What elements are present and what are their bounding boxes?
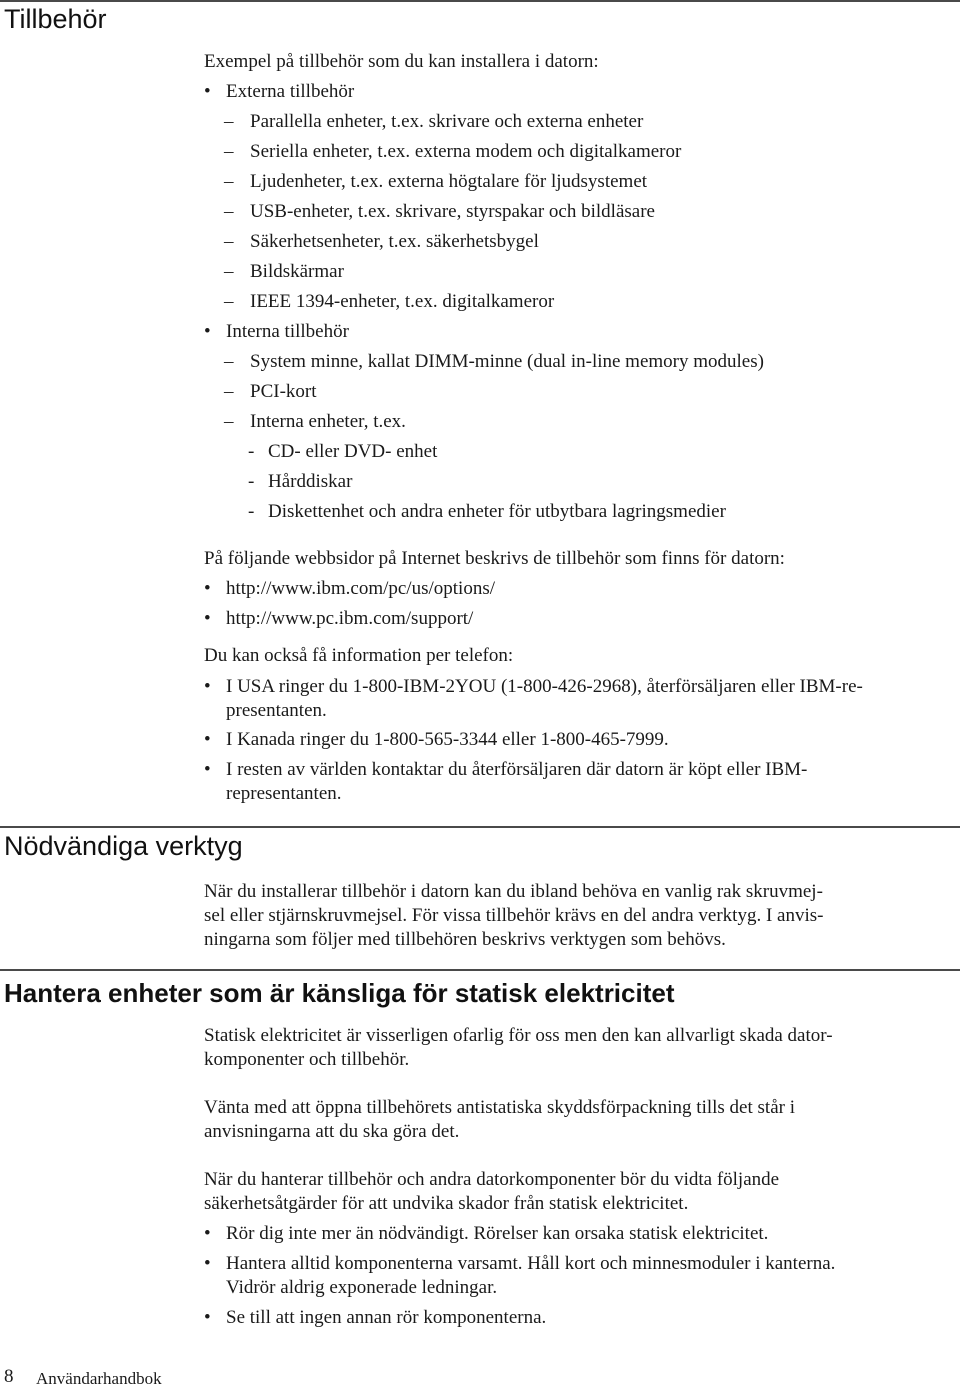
book-title: Användarhandbok	[36, 1369, 162, 1388]
dash-glyph: –	[224, 171, 234, 192]
section-title-verktyg: Nödvändiga verktyg	[4, 831, 243, 861]
static-bullet-line1: Se till att ingen annan rör komponenterna.	[226, 1307, 547, 1328]
static-p2-line: Vänta med att öppna tillbehörets antistatiska skyddsförpackning tills det står i	[204, 1097, 795, 1118]
phone-item-line2: presentanten.	[226, 700, 327, 721]
hyphen-glyph: -	[248, 501, 255, 522]
intro-text: Exempel på tillbehör som du kan installera i datorn:	[204, 51, 599, 72]
static-p1-line: komponenter och tillbehör.	[204, 1049, 410, 1070]
dash-glyph: –	[224, 291, 234, 312]
page-number: 8	[4, 1366, 14, 1387]
tools-line: sel eller stjärnskruvmejsel. För vissa tillbehör krävs en del andra verktyg. I anvis-	[204, 905, 824, 926]
static-p1-line: Statisk elektricitet är visserligen ofarlig för oss men den kan allvarligt skada dator-	[204, 1025, 833, 1046]
dash-glyph: –	[224, 411, 234, 432]
dash-text: Säkerhetsenheter, t.ex. säkerhetsbygel	[250, 231, 539, 252]
static-bullet-line1: Rör dig inte mer än nödvändigt. Rörelser kan orsaka statisk elektricitet.	[226, 1223, 769, 1244]
section-rule-static	[0, 969, 960, 971]
bullet-glyph: •	[204, 676, 211, 697]
section-title-static: Hantera enheter som är känsliga för statisk elektricitet	[4, 978, 675, 1008]
dash-glyph: –	[224, 261, 234, 282]
dash-text: Parallella enheter, t.ex. skrivare och externa enheter	[250, 111, 644, 132]
section-title-tillbehor: Tillbehör	[4, 4, 107, 34]
link[interactable]: http://www.pc.ibm.com/support/	[226, 608, 474, 629]
bullet-glyph: •	[204, 1307, 211, 1328]
phone-item-line1: I USA ringer du 1-800-IBM-2YOU (1-800-426-2968), återförsäljaren eller IBM-re-	[226, 676, 863, 697]
dash-glyph: –	[224, 201, 234, 222]
subitem-text: Hårddiskar	[268, 471, 353, 492]
bullet-glyph: •	[204, 578, 211, 599]
dash-text: Interna enheter, t.ex.	[250, 411, 406, 432]
dash-glyph: –	[224, 381, 234, 402]
bullet-glyph: •	[204, 321, 211, 342]
static-p3-line: När du hanterar tillbehör och andra datorkomponenter bör du vidta följande	[204, 1169, 780, 1190]
bullet-glyph: •	[204, 729, 211, 750]
dash-glyph: –	[224, 111, 234, 132]
static-p3-line: säkerhetsåtgärder för att undvika skador från statisk elektricitet.	[204, 1193, 689, 1214]
dash-text: Seriella enheter, t.ex. externa modem och digitalkameror	[250, 141, 682, 162]
tools-line: ningarna som följer med tillbehören beskrivs verktygen som behövs.	[204, 929, 726, 950]
static-bullet-line1: Hantera alltid komponenterna varsamt. Håll kort och minnesmoduler i kanterna.	[226, 1253, 836, 1274]
dash-text: Ljudenheter, t.ex. externa högtalare för ljudsystemet	[250, 171, 648, 192]
bullet-glyph: •	[204, 759, 211, 780]
hyphen-glyph: -	[248, 471, 255, 492]
dash-glyph: –	[224, 141, 234, 162]
dash-text: Bildskärmar	[250, 261, 344, 282]
bullet-glyph: •	[204, 1223, 211, 1244]
phone-item-line1: I Kanada ringer du 1-800-565-3344 eller 1-800-465-7999.	[226, 729, 669, 750]
bullet-label: Interna tillbehör	[226, 321, 349, 342]
section-rule-top	[0, 0, 960, 2]
dash-text: System minne, kallat DIMM-minne (dual in-line memory modules)	[250, 351, 764, 372]
dash-text: USB-enheter, t.ex. skrivare, styrspakar och bildläsare	[250, 201, 655, 222]
subitem-text: CD- eller DVD- enhet	[268, 441, 438, 462]
dash-glyph: –	[224, 231, 234, 252]
bullet-glyph: •	[204, 1253, 211, 1274]
subitem-text: Diskettenhet och andra enheter för utbytbara lagringsmedier	[268, 501, 726, 522]
dash-text: IEEE 1394-enheter, t.ex. digitalkameror	[250, 291, 555, 312]
web-intro-text: På följande webbsidor på Internet beskrivs de tillbehör som finns för datorn:	[204, 548, 785, 569]
bullet-glyph: •	[204, 608, 211, 629]
tools-line: När du installerar tillbehör i datorn kan du ibland behöva en vanlig rak skruvmej-	[204, 881, 823, 902]
static-p2-line: anvisningarna att du ska göra det.	[204, 1121, 460, 1142]
hyphen-glyph: -	[248, 441, 255, 462]
section-rule-tools	[0, 826, 960, 828]
phone-item-line1: I resten av världen kontaktar du återförsäljaren där datorn är köpt eller IBM-	[226, 759, 808, 780]
dash-text: PCI-kort	[250, 381, 317, 402]
phone-item-line2: representanten.	[226, 783, 342, 804]
bullet-label: Externa tillbehör	[226, 81, 355, 102]
phone-intro-text: Du kan också få information per telefon:	[204, 645, 514, 666]
dash-glyph: –	[224, 351, 234, 372]
link[interactable]: http://www.ibm.com/pc/us/options/	[226, 578, 495, 599]
static-bullet-line2: Vidrör aldrig exponerade ledningar.	[226, 1277, 498, 1298]
bullet-glyph: •	[204, 81, 211, 102]
